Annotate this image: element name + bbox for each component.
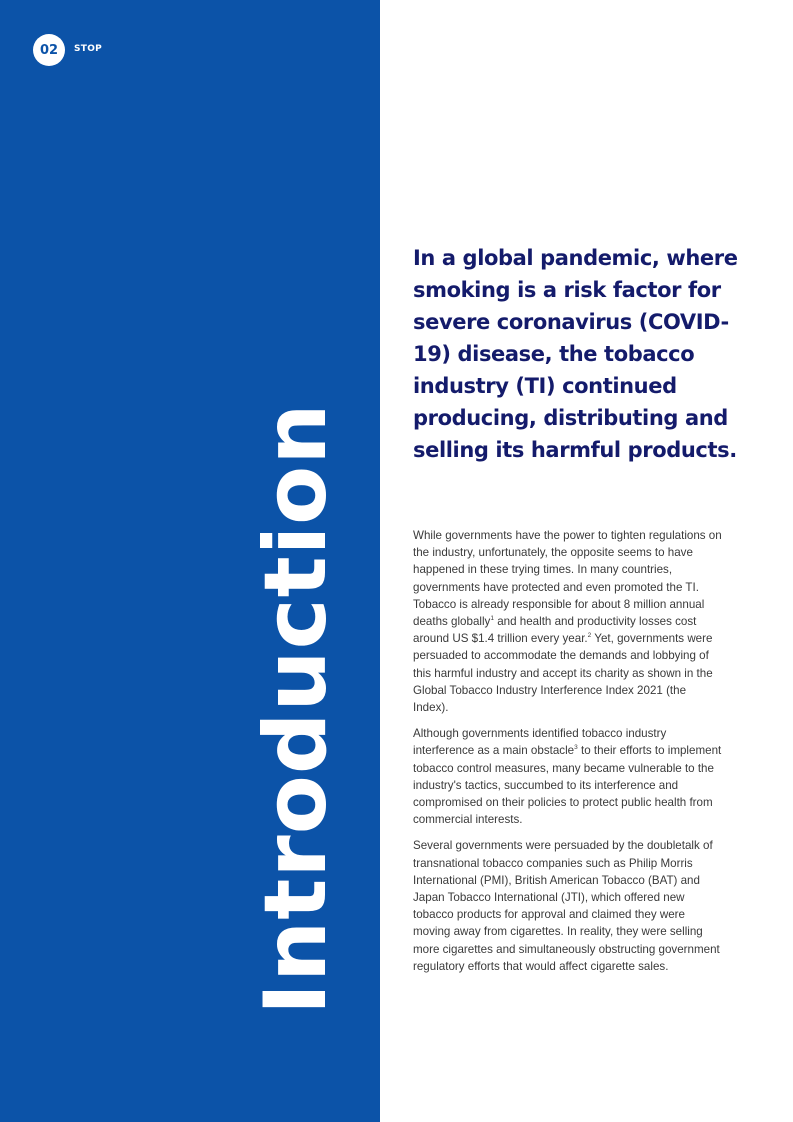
paragraph-1-part-a: While governments have the power to tighten regulations on the industry, unfortunately, the opposite seems to have happened in these trying times. In many countries, governments have protected and even promoted the TI. Tobacco is already responsible for about 8 million annual deaths globally [413, 529, 722, 629]
paragraph-2-part-a: Although governments identified tobacco industry interference as a main obstacle [413, 727, 667, 758]
footnote-ref-3: 3 [574, 744, 578, 752]
brand-label: STOP [74, 44, 103, 54]
paragraph-1 [413, 527, 723, 716]
lead-heading: In a global pandemic, where smoking is a risk factor for severe coronavirus (COVID-19) disease, the tobacco industry (TI) continued producing, distributing and selling its harmful products. [413, 246, 738, 462]
paragraph-1-part-c: Yet, governments were persuaded to accommodate the demands and lobbying of this harmful industry and accept its charity as shown in the Global Tobacco Industry Interference Index 2021 (the Index). [413, 632, 713, 715]
page-number-badge: 02 [33, 34, 65, 66]
footnote-ref-1: 1 [490, 615, 494, 623]
paragraph-2-part-b: to their efforts to implement tobacco control measures, many became vulnerable to the industry's tactics, succumbed to its interference and compromised on their policies to protect public health from commercial interests. [413, 744, 722, 827]
paragraph-2 [413, 725, 723, 828]
paragraph-1-part-b: and health and productivity losses cost around US $1.4 trillion every year. [413, 615, 697, 646]
body-text [413, 527, 723, 984]
paragraph-3: Several governments were persuaded by the doubletalk of transnational tobacco companies such as Philip Morris International (PMI), British American Tobacco (BAT) and Japan Tobacco International (JTI), which offered new tobacco products for approval and claimed they were moving away from cigarettes. In reality, they were selling more cigarettes and simultaneously obstructing government regulatory efforts that would affect cigarette sales. [413, 839, 720, 973]
section-title: Introduction [246, 402, 346, 1015]
footnote-ref-2: 2 [587, 632, 592, 640]
sidebar-panel [0, 0, 380, 1122]
